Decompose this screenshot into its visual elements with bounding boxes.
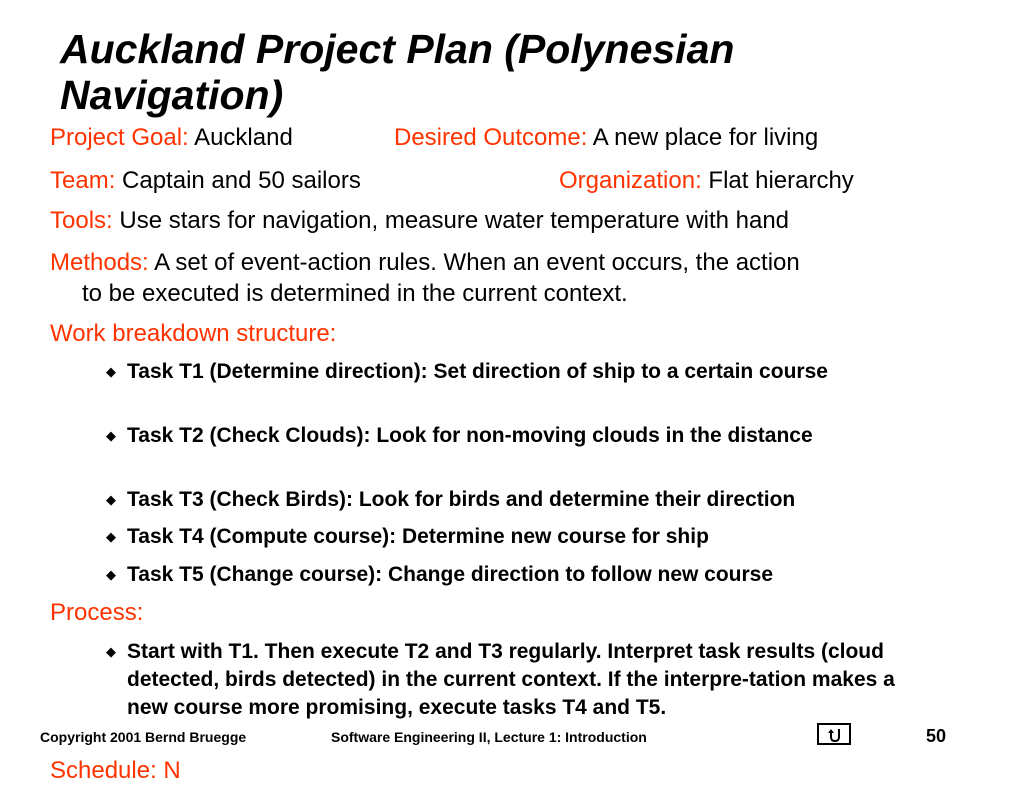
tools-label: Tools: [50,207,113,234]
task-text: Task T4 (Compute course): Determine new course for ship [127,525,709,548]
desired-outcome-line [394,124,818,152]
return-button[interactable] [817,723,851,745]
slide-title: Auckland Project Plan (Polynesian Navigation) [60,26,735,118]
team-line [50,167,361,195]
task-item [104,486,954,514]
task-text: Task T1 (Determine direction): Set direction of ship to a certain course [127,360,828,383]
diamond-bullet-icon: ◆ [106,644,116,659]
tools-line [50,207,789,235]
return-arrow-icon [826,726,844,744]
organization-line [559,167,854,195]
tools-value: Use stars for navigation, measure water temperature with hand [119,207,790,234]
diamond-bullet-icon: ◆ [106,428,116,443]
project-goal-value: Auckland [194,124,293,151]
task-item [104,358,954,386]
schedule-label: Schedule: N [50,757,181,784]
process-text: Start with T1. Then execute T2 and T3 regularly. Interpret task results (cloud detected, birds detected) in the current context. If the interpre-tation makes a new course more promising, execute tasks T4 and T5. [127,640,895,719]
footer-course: Software Engineering II, Lecture 1: Introduction [331,729,647,745]
organization-label: Organization: [559,167,702,194]
work-breakdown-label: Work breakdown structure: [50,320,337,347]
methods-value-continued: to be executed is determined in the current context. [82,280,628,307]
process-item [104,638,924,722]
task-item [104,422,954,450]
task-text: Task T2 (Check Clouds): Look for non-moving clouds in the distance [127,424,813,447]
process-label: Process: [50,599,144,626]
task-item [104,523,954,551]
methods-label: Methods: [50,249,149,276]
diamond-bullet-icon: ◆ [106,364,116,379]
diamond-bullet-icon: ◆ [106,492,116,507]
task-text: Task T5 (Change course): Change direction to follow new course [127,563,774,586]
diamond-bullet-icon: ◆ [106,567,116,582]
team-label: Team: [50,167,116,194]
project-goal-line [50,124,293,152]
task-text: Task T3 (Check Birds): Look for birds and determine their direction [127,488,796,511]
footer-copyright: Copyright 2001 Bernd Bruegge [40,729,247,745]
methods-value: A set of event-action rules. When an event occurs, the action [154,249,800,276]
desired-outcome-value: A new place for living [592,124,819,151]
project-goal-label: Project Goal: [50,124,189,151]
page-number: 50 [926,726,947,746]
team-value: Captain and 50 sailors [122,167,361,194]
desired-outcome-label: Desired Outcome: [394,124,588,151]
methods-line [50,249,800,277]
organization-value: Flat hierarchy [708,167,854,194]
diamond-bullet-icon: ◆ [106,529,116,544]
task-item [104,561,954,589]
